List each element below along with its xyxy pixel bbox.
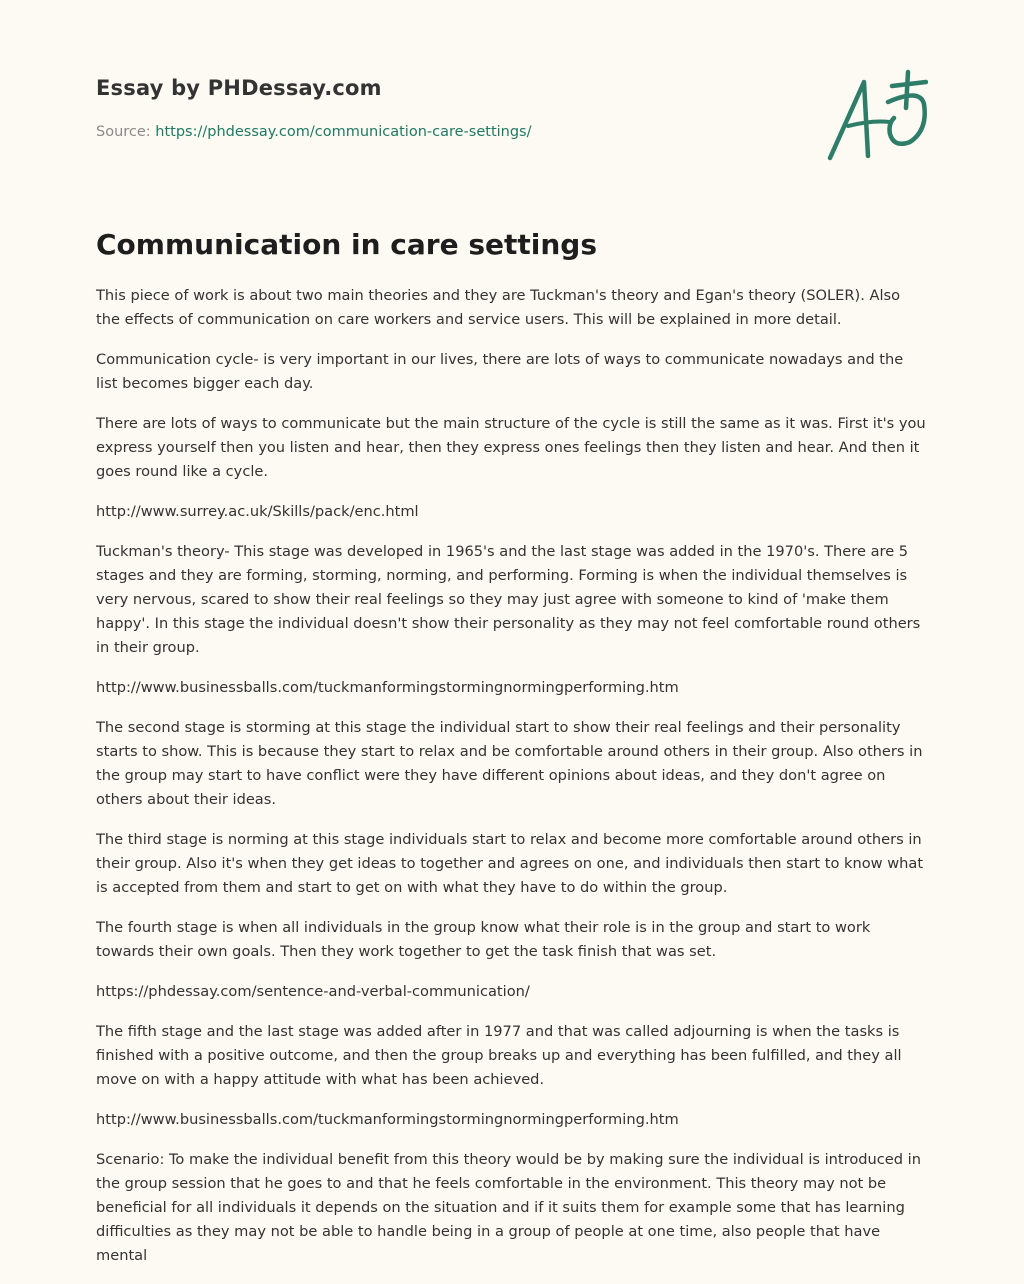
paragraph: Tuckman's theory- This stage was developed in 1965's and the last stage was added in the 1970's. There are 5 stages and they are forming, storming, norming, and performing. Forming is when the individual themselves is very nervous, scared to show their real feelings so they may just agree with someone to kind of 'make them happy'. In this stage the individual doesn't show their personality as they may not feel comfortable round others in their group. <box>96 543 921 656</box>
paragraph: The fifth stage and the last stage was added after in 1977 and that was called adjourning is when the tasks is finished with a positive outcome, and then the group breaks up and everything has been fulfilled, and they all move on with a happy attitude with what has been achieved. <box>96 1023 902 1088</box>
essay-body <box>96 284 928 1268</box>
page-header <box>96 0 928 200</box>
reference-url: http://www.businessballs.com/tuckmanformingstormingnormingperforming.htm <box>96 679 679 696</box>
source-line <box>96 124 532 140</box>
reference-url: https://phdessay.com/sentence-and-verbal-communication/ <box>96 983 530 1000</box>
site-brand: Essay by PHDessay.com <box>96 76 382 100</box>
essay-title: Communication in care settings <box>96 228 597 261</box>
paragraph: This piece of work is about two main theories and they are Tuckman's theory and Egan's theory (SOLER). Also the effects of communication on care workers and service users. This will be explained in more detail. <box>96 287 901 328</box>
paragraph: Communication cycle- is very important in our lives, there are lots of ways to communicate nowadays and the list becomes bigger each day. <box>96 351 904 392</box>
paragraph: The second stage is storming at this stage the individual start to show their real feelings and their personality starts to show. This is because they start to relax and be comfortable around others in their group. Also others in the group may start to have conflict were they have different opinions about ideas, and they don't agree on others about their ideas. <box>96 719 923 808</box>
paragraph: The fourth stage is when all individuals in the group know what their role is in the group and start to work towards their own goals. Then they work together to get the task finish that was set. <box>96 919 871 960</box>
source-link[interactable]: https://phdessay.com/communication-care-settings/ <box>155 124 532 140</box>
a-plus-logo-icon <box>824 68 928 164</box>
paragraph: The third stage is norming at this stage individuals start to relax and become more comfortable around others in their group. Also it's when they get ideas to together and agrees on one, and individuals then start to know what is accepted from them and start to get on with what they have to do within the group. <box>96 831 924 896</box>
paragraph: Scenario: To make the individual benefit from this theory would be by making sure the individual is introduced in the group session that he goes to and that he feels comfortable in the environment. This theory may not be beneficial for all individuals it depends on the situation and if it suits them for example some that has learning difficulties as they may not be able to handle being in a group of people at one time, also people that have mental <box>96 1151 921 1264</box>
source-label: Source: <box>96 124 151 140</box>
paragraph: There are lots of ways to communicate but the main structure of the cycle is still the same as it was. First it's you express yourself then you listen and hear, then they express ones feelings then they listen and hear. And then it goes round like a cycle. <box>96 415 926 480</box>
reference-url: http://www.businessballs.com/tuckmanformingstormingnormingperforming.htm <box>96 1111 679 1128</box>
reference-url: http://www.surrey.ac.uk/Skills/pack/enc.html <box>96 503 419 520</box>
